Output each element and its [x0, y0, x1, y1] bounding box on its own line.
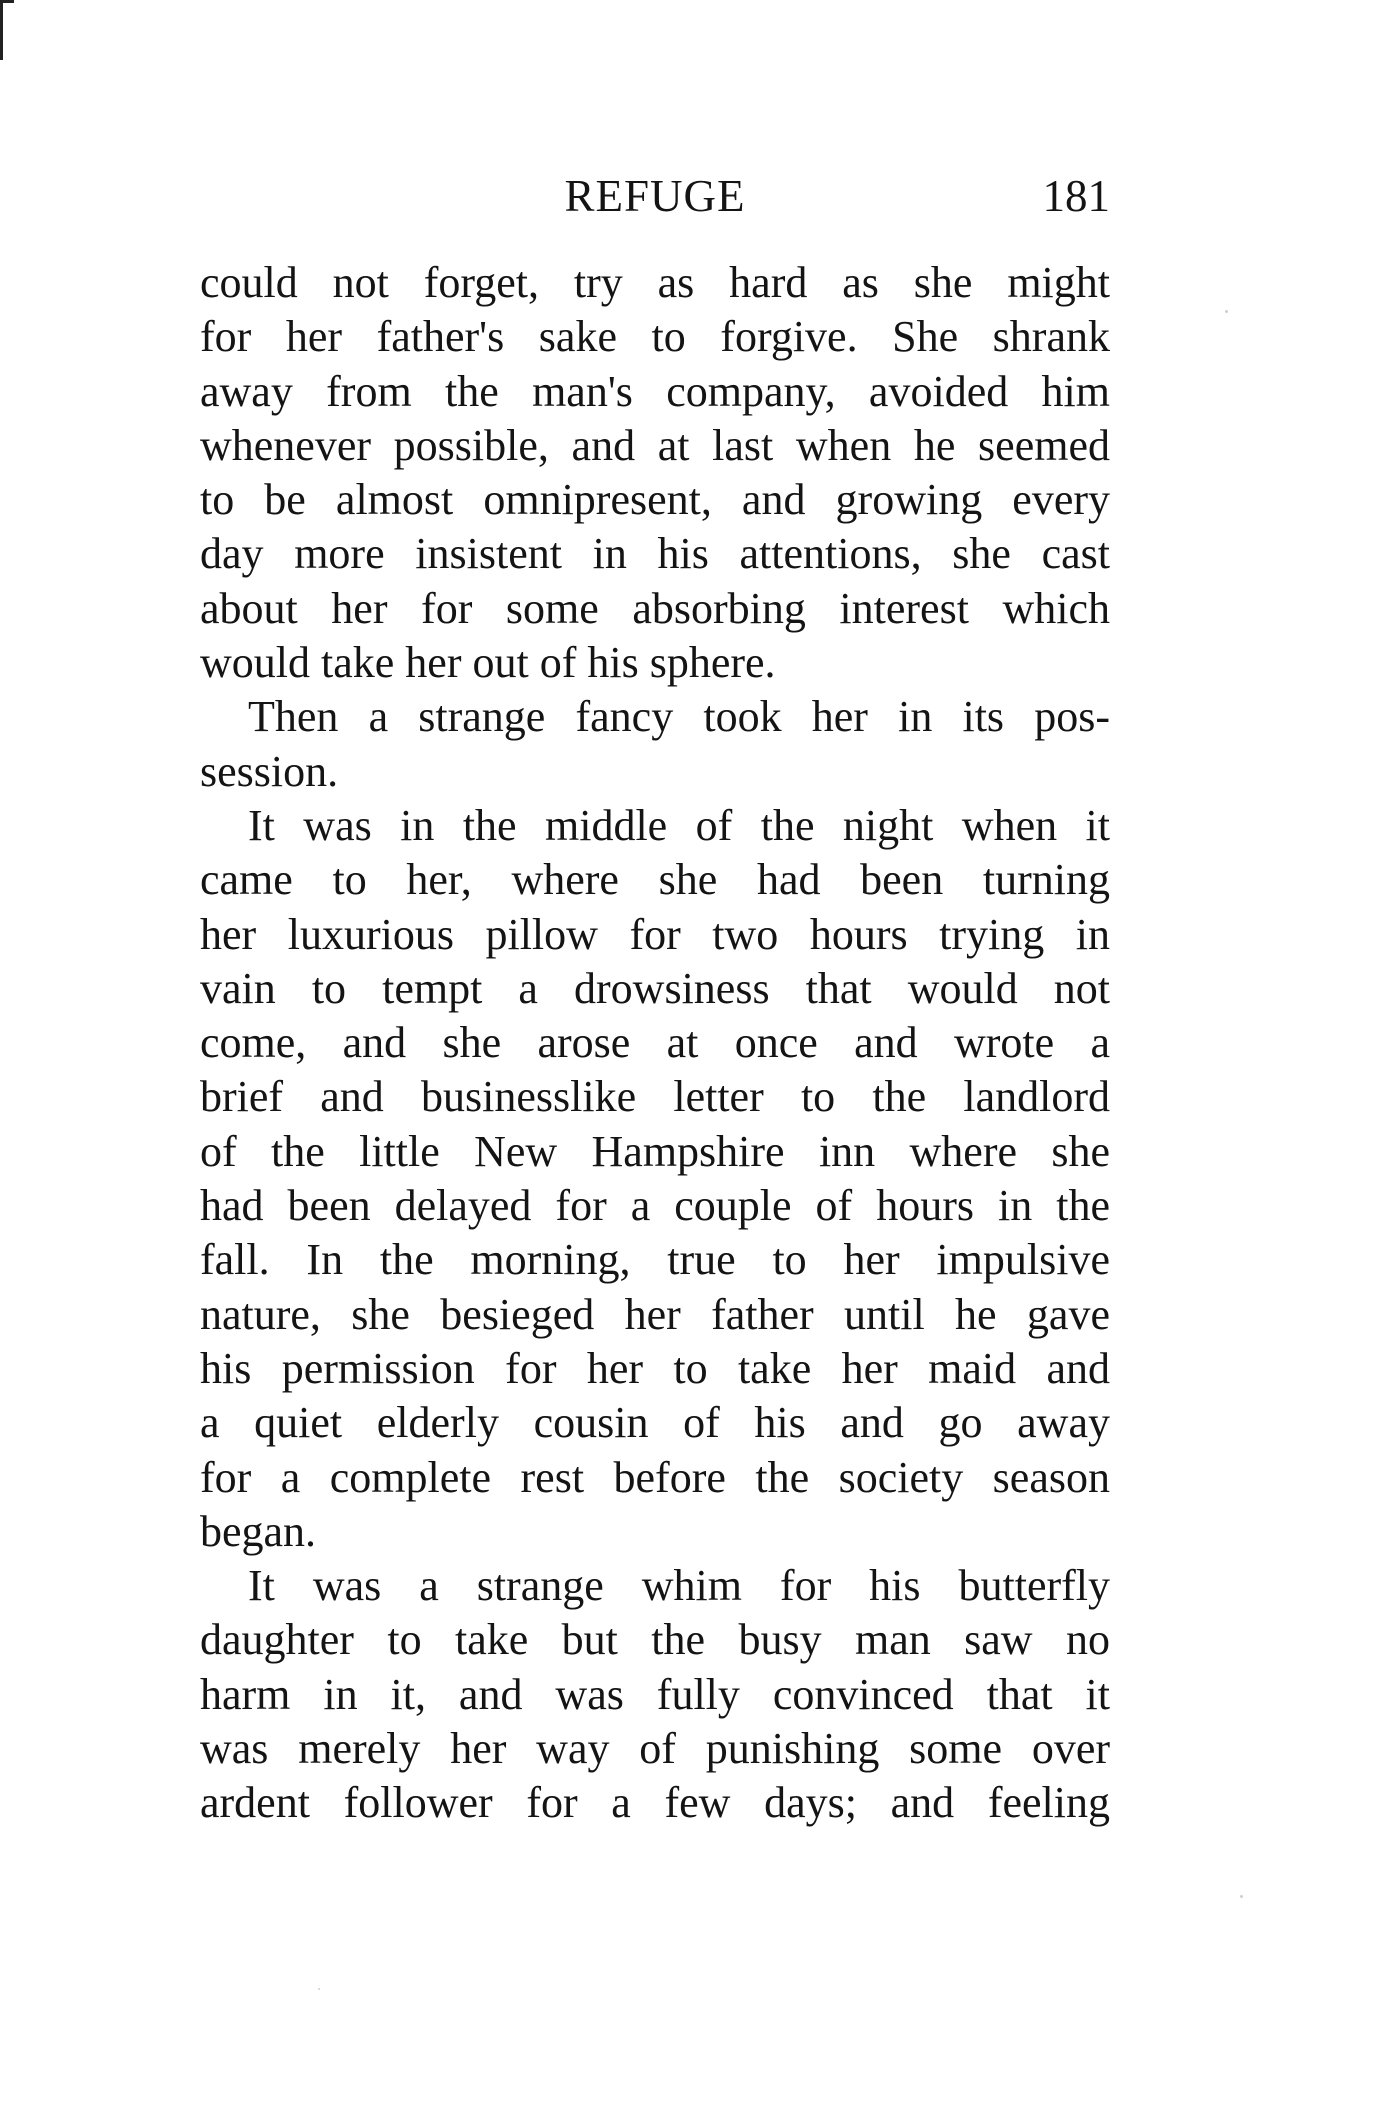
- text-line: her luxurious pillow for two hours trying in: [200, 909, 1110, 959]
- text-line: vain to tempt a drowsiness that would not: [200, 963, 1110, 1013]
- text-line: harm in it, and was fully convinced that it: [200, 1669, 1110, 1719]
- text-line: about her for some absorbing interest which: [200, 583, 1110, 633]
- running-title: REFUGE: [564, 171, 746, 221]
- text-line: Then a strange fancy took her in its pos-: [248, 692, 1110, 742]
- page-number: 181: [1042, 171, 1110, 221]
- text-line: began.: [200, 1506, 317, 1556]
- text-line: It was in the middle of the night when it: [248, 800, 1110, 850]
- text-line: came to her, where she had been turning: [200, 855, 1110, 905]
- text-line: daughter to take but the busy man saw no: [200, 1615, 1110, 1665]
- text-line: had been delayed for a couple of hours in the: [200, 1181, 1110, 1231]
- text-line: to be almost omnipresent, and growing every: [200, 475, 1110, 525]
- text-line: day more insistent in his attentions, she cast: [200, 529, 1110, 579]
- scan-corner-mark: [0, 0, 14, 60]
- text-line: It was a strange whim for his butterfly: [248, 1561, 1110, 1611]
- body-text: [200, 256, 1110, 1831]
- text-line: nature, she besieged her father until he gave: [200, 1289, 1110, 1339]
- scan-speck: [1240, 1895, 1243, 1898]
- text-line: could not forget, try as hard as she might: [200, 258, 1110, 307]
- scan-speck: [318, 1988, 320, 1990]
- text-line: session.: [200, 746, 339, 796]
- text-line: would take her out of his sphere.: [200, 638, 776, 688]
- text-line: was merely her way of punishing some over: [200, 1724, 1110, 1774]
- running-head: [200, 166, 1110, 226]
- text-line: ardent follower for a few days; and feeling: [200, 1778, 1110, 1828]
- text-line: come, and she arose at once and wrote a: [200, 1018, 1110, 1068]
- text-line: his permission for her to take her maid and: [200, 1343, 1110, 1393]
- text-line: whenever possible, and at last when he seemed: [200, 420, 1110, 470]
- text-line: for her father's sake to forgive. She shrank: [200, 312, 1110, 362]
- scan-speck: [1225, 310, 1228, 313]
- text-line: away from the man's company, avoided him: [200, 366, 1110, 416]
- text-line: of the little New Hampshire inn where she: [200, 1126, 1110, 1176]
- text-line: a quiet elderly cousin of his and go away: [200, 1398, 1110, 1448]
- text-line: fall. In the morning, true to her impulsive: [200, 1235, 1110, 1285]
- text-line: brief and businesslike letter to the landlord: [200, 1072, 1110, 1122]
- text-line: for a complete rest before the society season: [200, 1452, 1110, 1502]
